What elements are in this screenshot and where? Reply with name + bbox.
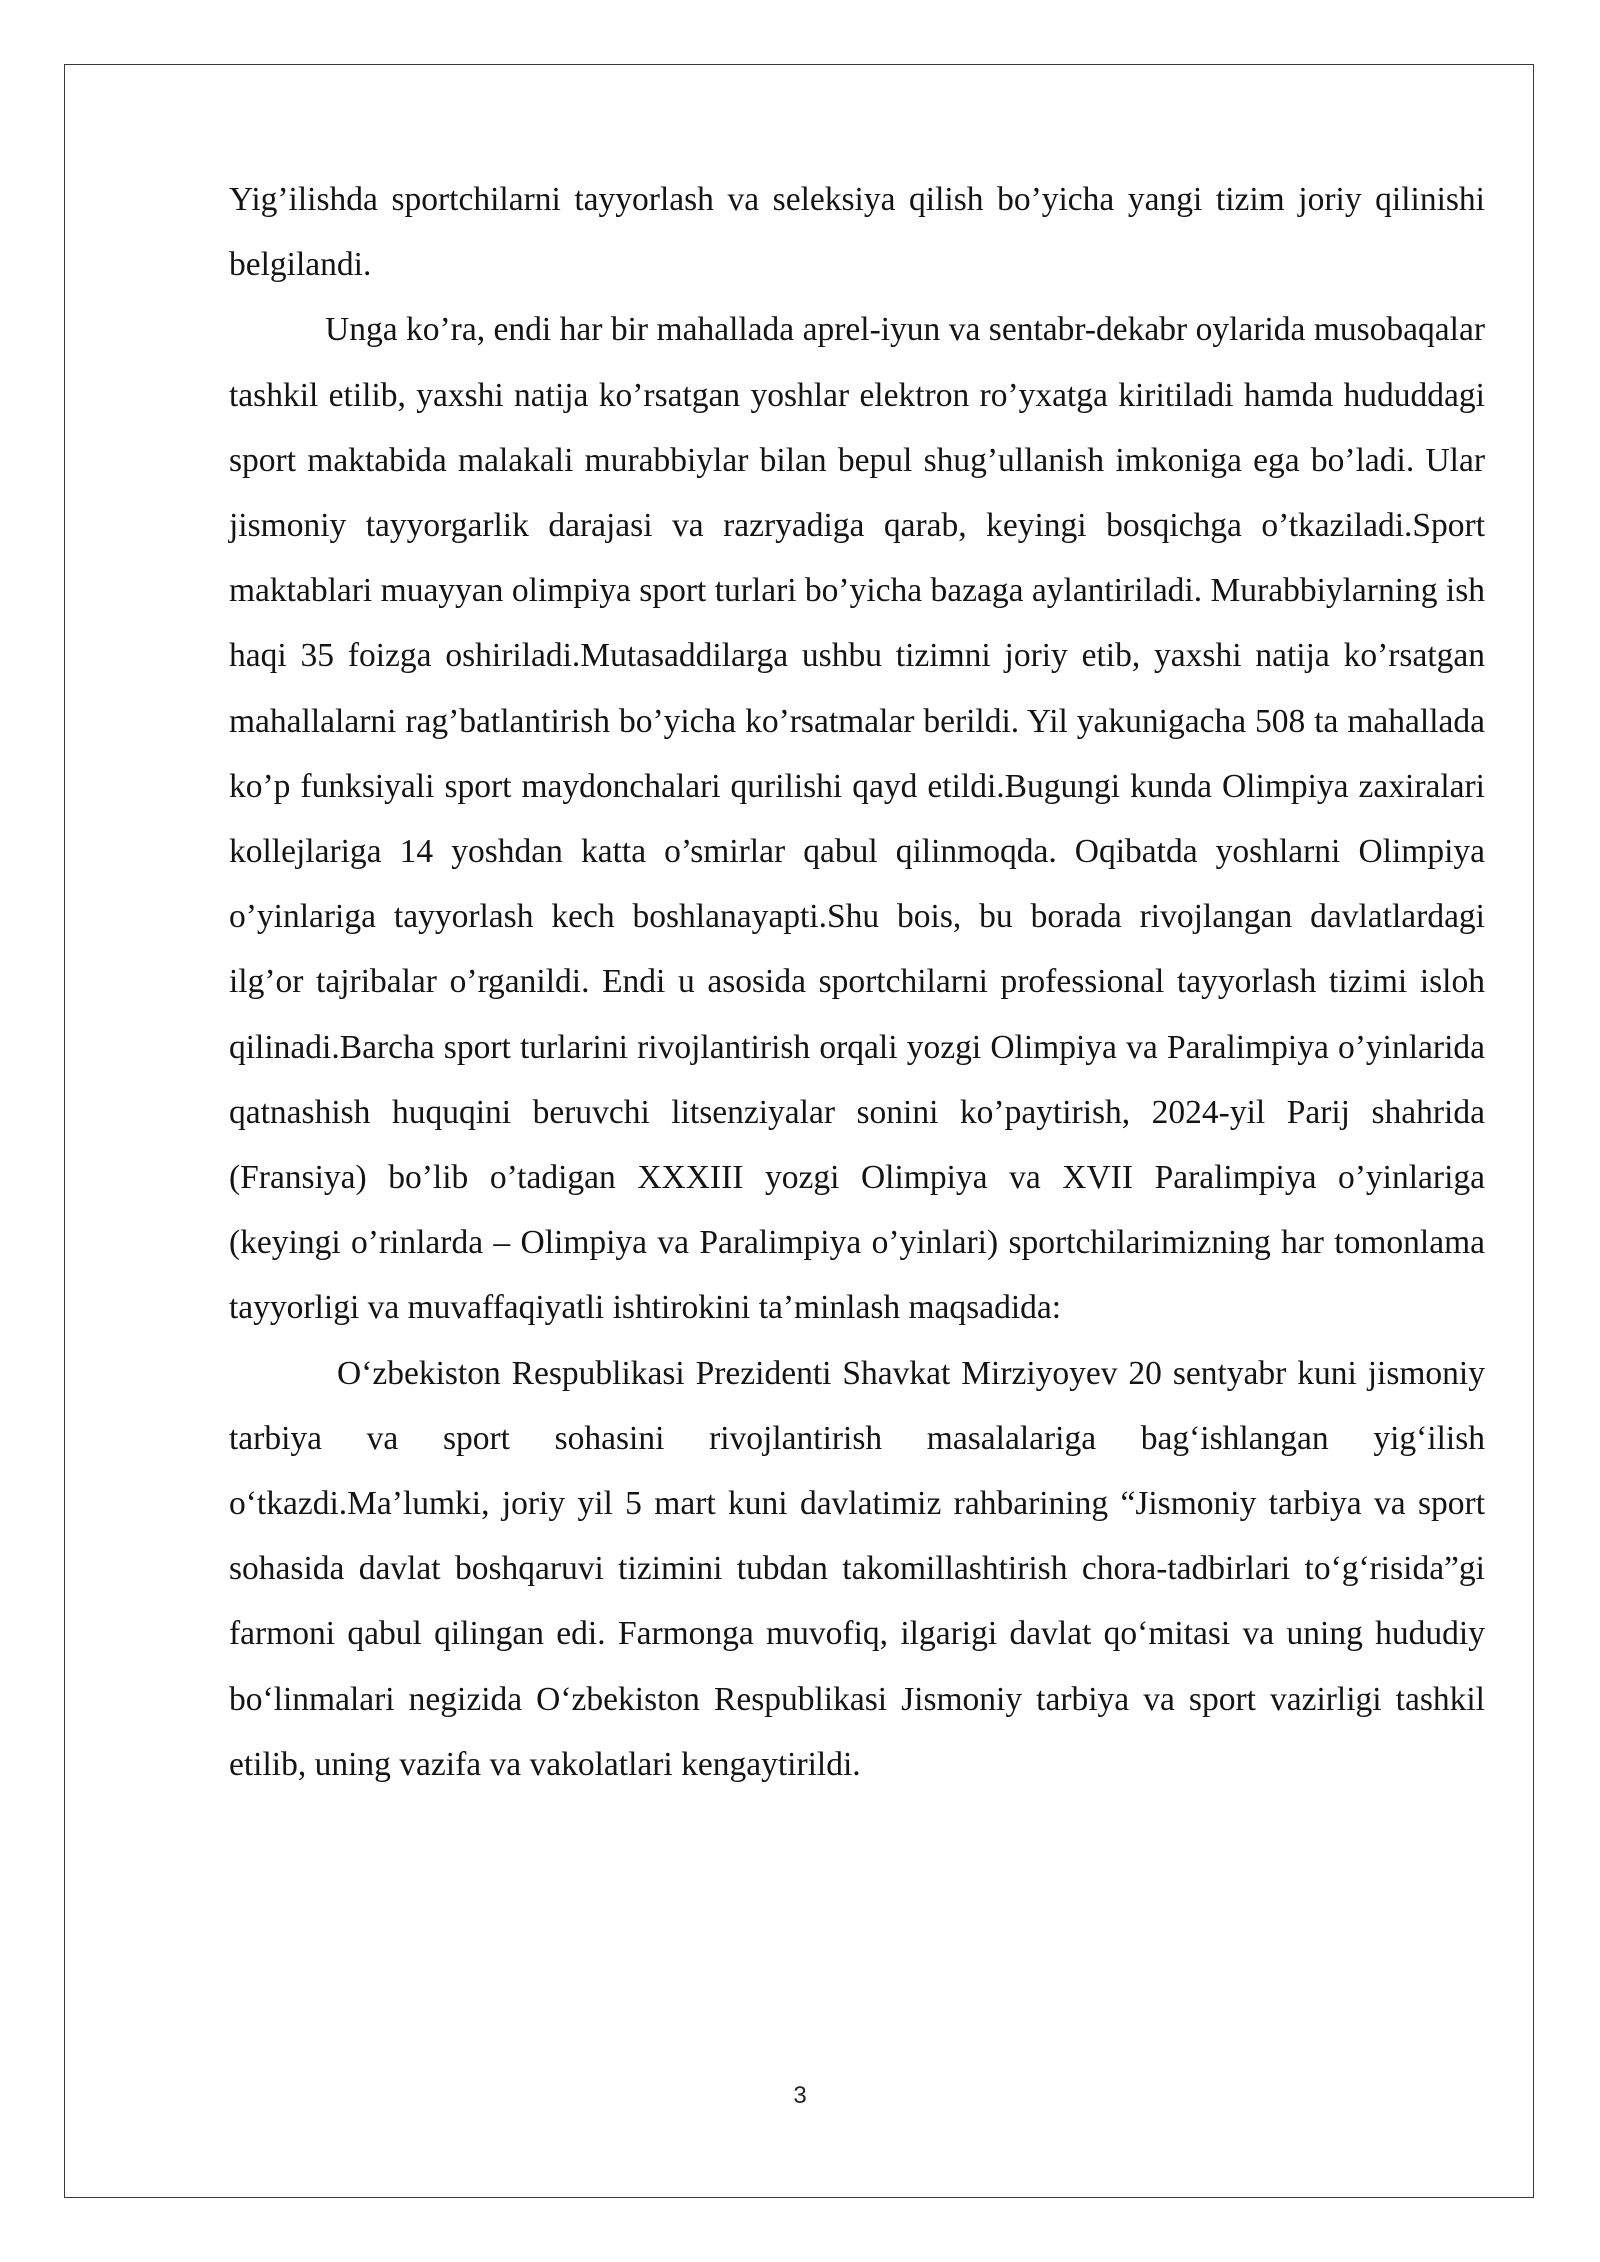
- page-number: 3: [793, 2082, 807, 2109]
- paragraph-1: Yig’ilishda sportchilarni tayyorlash va seleksiya qilish bo’yicha yangi tizim joriy qilinishi belgilandi.: [229, 181, 1485, 284]
- paragraph-3: O‘zbekiston Respublikasi Prezidenti Shavkat Mirziyoyev 20 sentyabr kuni jismoniy tarbiya va sport sohasini rivojlantirish masalalariga bag‘ishlangan yig‘ilish o‘tkazdi.Ma’lumki, joriy yil 5 mart kuni davlatimiz rahbarining “Jismoniy tarbiya va sport sohasida davlat boshqaruvi tizimini tubdan takomillashtirish chora-tadbirlari to‘g‘risida”gi farmoni qabul qilingan edi. Farmonga muvofiq, ilgarigi davlat qo‘mitasi va uning hududiy bo‘linmalari negizida O‘zbekiston Respublikasi Jismoniy tarbiya va sport vazirligi tashkil etilib, uning vazifa va vakolatlari kengaytirildi.: [229, 1354, 1485, 1783]
- paragraph-2: Unga ko’ra, endi har bir mahallada aprel-iyun va sentabr-dekabr oylarida musobaqalar tashkil etilib, yaxshi natija ko’rsatgan yoshlar elektron ro’yxatga kiritiladi hamda hududdagi sport maktabida malakali murabbiylar bilan bepul shug’ullanish imkoniga ega bo’ladi. Ular jismoniy tayyorgarlik darajasi va razryadiga qarab, keyingi bosqichga o’tkaziladi.Sport maktablari muayyan olimpiya sport turlari bo’yicha bazaga aylantiriladi. Murabbiylarning ish haqi 35 foizga oshiriladi.Mutasaddilarga ushbu tizimni joriy etib, yaxshi natija ko’rsatgan mahallalarni rag’batlantirish bo’yicha ko’rsatmalar berildi. Yil yakunigacha 508 ta mahallada ko’p funksiyali sport maydonchalari qurilishi qayd etildi.Bugungi kunda Olimpiya zaxiralari kollejlariga 14 yoshdan katta o’smirlar qabul qilinmoqda. Oqibatda yoshlarni Olimpiya o’yinlariga tayyorlash kech boshlanayapti.Shu bois, bu borada rivojlangan davlatlardagi ilg’or tajribalar o’rganildi. Endi u asosida sportchilarni professional tayyorlash tizimi isloh qilinadi.Barcha sport turlarini rivojlantirish orqali yozgi Olimpiya va Paralimpiya o’yinlarida qatnashish huquqini beruvchi litsenziyalar sonini ko’paytirish, 2024-yil Parij shahrida (Fransiya) bo’lib o’tadigan XXXIII yozgi Olimpiya va XVII Paralimpiya o’yinlariga (keyingi o’rinlarda – Olimpiya va Paralimpiya o’yinlari) sportchilarimizning har tomonlama tayyorligi va muvaffaqiyatli ishtirokini ta’minlash maqsadida:: [229, 311, 1485, 1327]
- document-body: [229, 167, 1485, 1797]
